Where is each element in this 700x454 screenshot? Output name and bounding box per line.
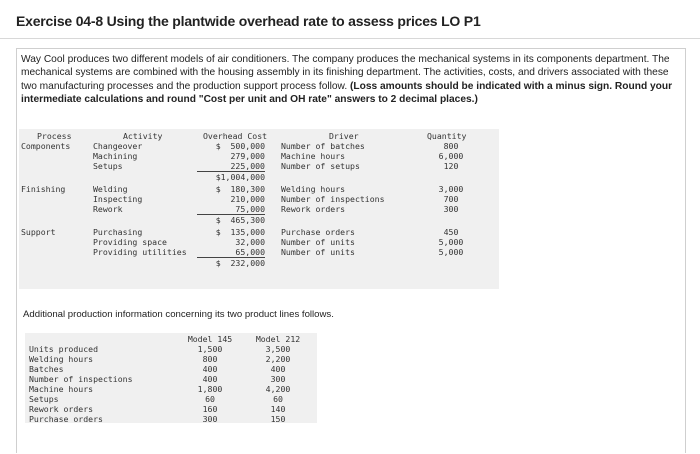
overhead-cost-value: 279,000 bbox=[230, 151, 265, 161]
activity-label: Inspecting bbox=[93, 194, 143, 204]
driver-label: Number of setups bbox=[281, 161, 360, 171]
process-label: Finishing bbox=[21, 184, 66, 194]
model-145-value: 400 bbox=[202, 374, 218, 384]
info-row-label: Number of inspections bbox=[29, 374, 133, 384]
quantity-value: 120 bbox=[443, 161, 459, 171]
quantity-value: 700 bbox=[443, 194, 459, 204]
overhead-cost-value: 32,000 bbox=[235, 237, 265, 247]
quantity-value: 450 bbox=[443, 227, 459, 237]
model-212-value: 3,500 bbox=[265, 344, 291, 354]
overhead-cost-value: $ 232,000 bbox=[215, 258, 265, 268]
driver-label: Purchase orders bbox=[281, 227, 355, 237]
model-212-value: 400 bbox=[270, 364, 286, 374]
header-overhead-cost: Overhead Cost bbox=[203, 131, 268, 141]
model-145-value: 60 bbox=[205, 394, 215, 404]
quantity-value: 5,000 bbox=[438, 247, 464, 257]
overhead-cost-value: 65,000 bbox=[197, 247, 265, 258]
exercise-panel bbox=[16, 48, 686, 453]
quantity-value: 300 bbox=[443, 204, 459, 214]
driver-label: Welding hours bbox=[281, 184, 346, 194]
header-quantity: Quantity bbox=[427, 131, 467, 141]
driver-label: Number of units bbox=[281, 247, 355, 257]
overhead-cost-value: $1,004,000 bbox=[215, 172, 265, 182]
header-model-145: Model 145 bbox=[187, 334, 233, 344]
activity-label: Changeover bbox=[93, 141, 143, 151]
overhead-cost-value: 210,000 bbox=[230, 194, 265, 204]
activity-label: Providing space bbox=[93, 237, 167, 247]
model-145-value: 1,800 bbox=[197, 384, 223, 394]
info-row-label: Welding hours bbox=[29, 354, 94, 364]
model-212-value: 150 bbox=[270, 414, 286, 424]
quantity-value: 6,000 bbox=[438, 151, 464, 161]
driver-label: Rework orders bbox=[281, 204, 346, 214]
problem-instructions: (Loss amounts should be indicated with a minus sign. Round your intermediate calculations and round "Cost per unit and OH rate" answers to 2 decimal places.) bbox=[21, 80, 673, 106]
overhead-cost-value: $ 465,300 bbox=[215, 215, 265, 225]
problem-statement bbox=[21, 53, 673, 107]
model-212-value: 300 bbox=[270, 374, 286, 384]
driver-label: Machine hours bbox=[281, 151, 346, 161]
process-label: Components bbox=[21, 141, 71, 151]
activity-label: Machining bbox=[93, 151, 138, 161]
driver-label: Number of units bbox=[281, 237, 355, 247]
info-row-label: Rework orders bbox=[29, 404, 94, 414]
model-145-value: 800 bbox=[202, 354, 218, 364]
activity-label: Setups bbox=[93, 161, 123, 171]
model-145-value: 400 bbox=[202, 364, 218, 374]
model-212-value: 2,200 bbox=[265, 354, 291, 364]
activity-label: Purchasing bbox=[93, 227, 143, 237]
quantity-value: 5,000 bbox=[438, 237, 464, 247]
info-row-label: Units produced bbox=[29, 344, 99, 354]
model-145-value: 160 bbox=[202, 404, 218, 414]
driver-label: Number of inspections bbox=[281, 194, 385, 204]
activity-label: Welding bbox=[93, 184, 128, 194]
info-row-label: Purchase orders bbox=[29, 414, 103, 424]
info-row-label: Batches bbox=[29, 364, 64, 374]
header-model-212: Model 212 bbox=[255, 334, 301, 344]
quantity-value: 3,000 bbox=[438, 184, 464, 194]
overhead-cost-value: 225,000 bbox=[197, 161, 265, 172]
activity-label: Providing utilities bbox=[93, 247, 187, 257]
header-driver: Driver bbox=[329, 131, 359, 141]
problem-intro: Way Cool produces two different models of air conditioners. The company produces the mechanical systems in its components department. The mechanical systems are combined with the housing assembly in its finishing department. The activities, costs, and drivers associated with these two manufacturing processes and the production support process follow. bbox=[21, 54, 670, 92]
quantity-value: 800 bbox=[443, 141, 459, 151]
model-212-value: 140 bbox=[270, 404, 286, 414]
title-bar bbox=[0, 0, 700, 39]
additional-info-subtitle: Additional production information concerning its two product lines follows. bbox=[23, 309, 334, 320]
activity-label: Rework bbox=[93, 204, 123, 214]
info-row-label: Setups bbox=[29, 394, 59, 404]
model-145-value: 1,500 bbox=[197, 344, 223, 354]
model-212-value: 4,200 bbox=[265, 384, 291, 394]
header-activity: Activity bbox=[123, 131, 163, 141]
info-row-label: Machine hours bbox=[29, 384, 94, 394]
overhead-cost-value: $ 135,000 bbox=[215, 227, 265, 237]
driver-label: Number of batches bbox=[281, 141, 365, 151]
process-label: Support bbox=[21, 227, 56, 237]
overhead-cost-value: $ 500,000 bbox=[215, 141, 265, 151]
overhead-cost-value: 75,000 bbox=[197, 204, 265, 215]
overhead-cost-value: $ 180,300 bbox=[215, 184, 265, 194]
model-145-value: 300 bbox=[202, 414, 218, 424]
model-212-value: 60 bbox=[273, 394, 283, 404]
exercise-title: Exercise 04-8 Using the plantwide overhead rate to assess prices LO P1 bbox=[16, 13, 481, 29]
header-process: Process bbox=[37, 131, 72, 141]
